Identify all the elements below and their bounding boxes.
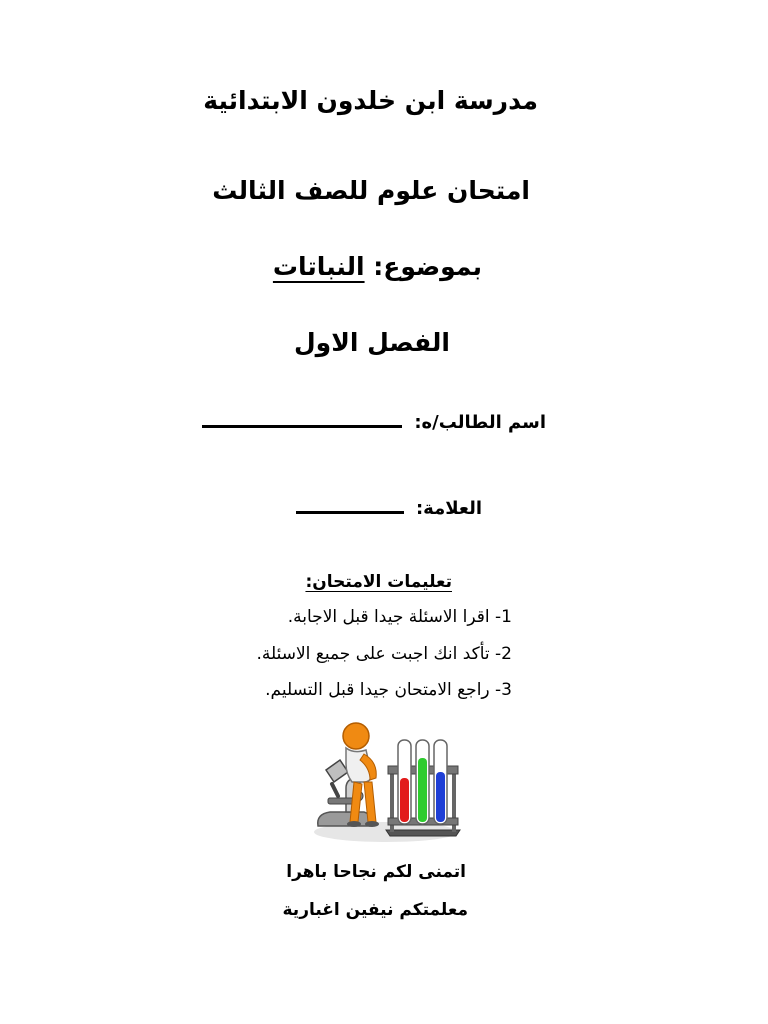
exam-title: امتحان علوم للصف الثالث: [212, 176, 530, 205]
chapter-title: الفصل الاول: [293, 328, 450, 357]
grade-blank[interactable]: [296, 491, 404, 514]
exam-topic: [273, 252, 482, 281]
instruction-item: 1- اقرا الاسئلة جيدا قبل الاجابة.: [287, 607, 512, 627]
teacher-signature: معلمتكم نيفين اغبارية: [282, 900, 468, 920]
test-tube-rack-icon: [386, 740, 460, 836]
science-lab-illustration: [306, 714, 468, 846]
school-name: مدرسة ابن خلدون الابتدائية: [203, 86, 538, 115]
student-name-field: [202, 405, 546, 433]
instruction-item: 3- راجع الامتحان جيدا قبل التسليم.: [265, 680, 512, 700]
closing-wish: اتمنى لكم نجاحا باهرا: [286, 862, 466, 882]
grade-field: [296, 491, 482, 519]
student-name-blank[interactable]: [202, 405, 402, 428]
student-name-label: اسم الطالب/ه:: [408, 412, 546, 433]
instructions-title: تعليمات الامتحان:: [305, 572, 452, 592]
topic-value: النباتات: [272, 252, 365, 281]
instruction-item: 2- تأكد انك اجبت على جميع الاسئلة.: [256, 644, 512, 664]
grade-label: العلامة:: [409, 498, 482, 519]
topic-label: بموضوع:: [364, 252, 482, 281]
